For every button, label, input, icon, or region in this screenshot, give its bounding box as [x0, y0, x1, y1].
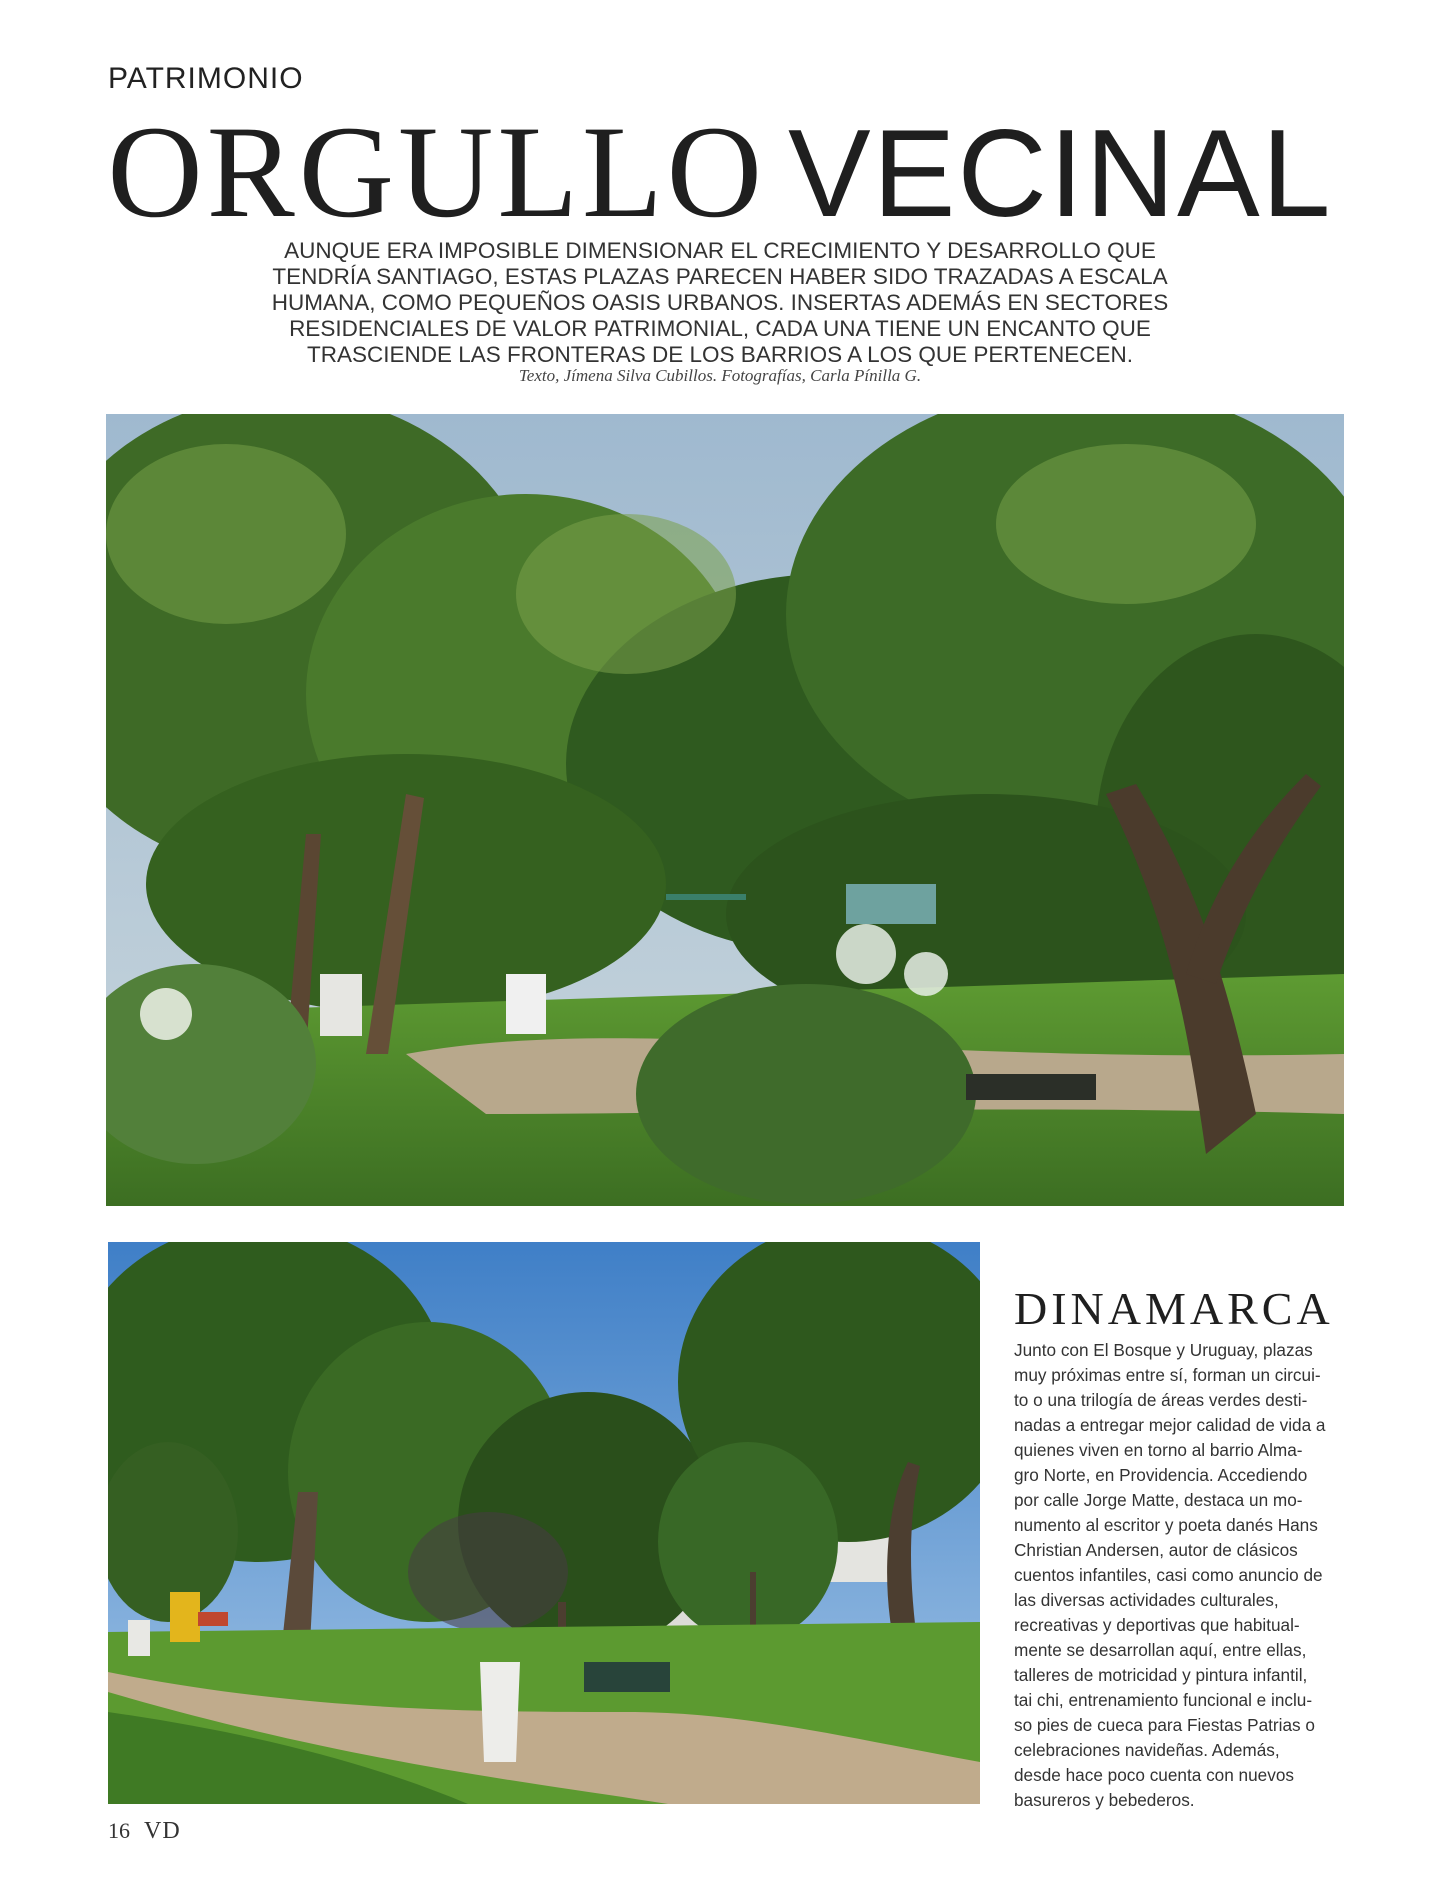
body-line: Junto con El Bosque y Uruguay, plazas	[1014, 1340, 1313, 1360]
park-photo-main-art	[106, 414, 1344, 1206]
deck-line: TENDRÍA SANTIAGO, ESTAS PLAZAS PARECEN HABER SIDO TRAZADAS A ESCALA	[272, 264, 1168, 289]
body-line: quienes viven en torno al barrio Alma-	[1014, 1440, 1303, 1460]
body-line: muy próximas entre sí, forman un circui-	[1014, 1365, 1321, 1385]
park-photo-main	[106, 414, 1344, 1206]
article-title: DINAMARCA	[1014, 1283, 1334, 1334]
page-number: 16	[108, 1818, 130, 1843]
body-line: las diversas actividades culturales,	[1014, 1590, 1279, 1610]
deck	[230, 238, 1210, 368]
body-line: celebraciones navideñas. Además,	[1014, 1740, 1280, 1760]
deck-line: TRASCIENDE LAS FRONTERAS DE LOS BARRIOS A LOS QUE PERTENECEN.	[306, 342, 1134, 367]
deck-line: HUMANA, COMO PEQUEÑOS OASIS URBANOS. INSERTAS ADEMÁS EN SECTORES	[271, 290, 1169, 315]
body-line: numento al escritor y poeta danés Hans	[1014, 1515, 1318, 1535]
headline	[0, 98, 1440, 245]
park-photo-secondary-art	[108, 1242, 980, 1804]
body-line: mente se desarrollan aquí, entre ellas,	[1014, 1640, 1307, 1660]
body-line: nadas a entregar mejor calidad de vida a	[1014, 1415, 1326, 1435]
body-line: cuentos infantiles, casi como anuncio de	[1014, 1565, 1323, 1585]
deck-line: AUNQUE ERA IMPOSIBLE DIMENSIONAR EL CRECIMIENTO Y DESARROLLO QUE	[284, 238, 1156, 263]
magazine-logo: VD	[144, 1818, 181, 1844]
body-line: gro Norte, en Providencia. Accediendo	[1014, 1465, 1308, 1485]
section-label: PATRIMONIO	[108, 62, 304, 95]
body-line: recreativas y deportivas que habitual-	[1014, 1615, 1300, 1635]
body-line: Christian Andersen, autor de clásicos	[1014, 1540, 1298, 1560]
body-line: por calle Jorge Matte, destaca un mo-	[1014, 1490, 1303, 1510]
body-line: to o una trilogía de áreas verdes desti-	[1014, 1390, 1308, 1410]
article-body	[1014, 1338, 1344, 1813]
headline-word-1: ORGULLO	[107, 98, 766, 245]
body-line: so pies de cueca para Fiestas Patrias o	[1014, 1715, 1315, 1735]
photo-credits: Texto, Jímena Silva Cubillos. Fotografías, Carla Pínilla G.	[518, 366, 922, 385]
body-line: desde hace poco cuenta con nuevos	[1014, 1765, 1294, 1785]
park-photo-secondary	[108, 1242, 980, 1804]
deck-line: RESIDENCIALES DE VALOR PATRIMONIAL, CADA UNA TIENE UN ENCANTO QUE	[289, 316, 1151, 341]
headline-word-2: VECINAL	[787, 105, 1333, 243]
folio	[108, 1818, 181, 1845]
body-line: basureros y bebederos.	[1014, 1790, 1195, 1810]
body-line: tai chi, entrenamiento funcional e inclu-	[1014, 1690, 1313, 1710]
body-line: talleres de motricidad y pintura infantil,	[1014, 1665, 1308, 1685]
